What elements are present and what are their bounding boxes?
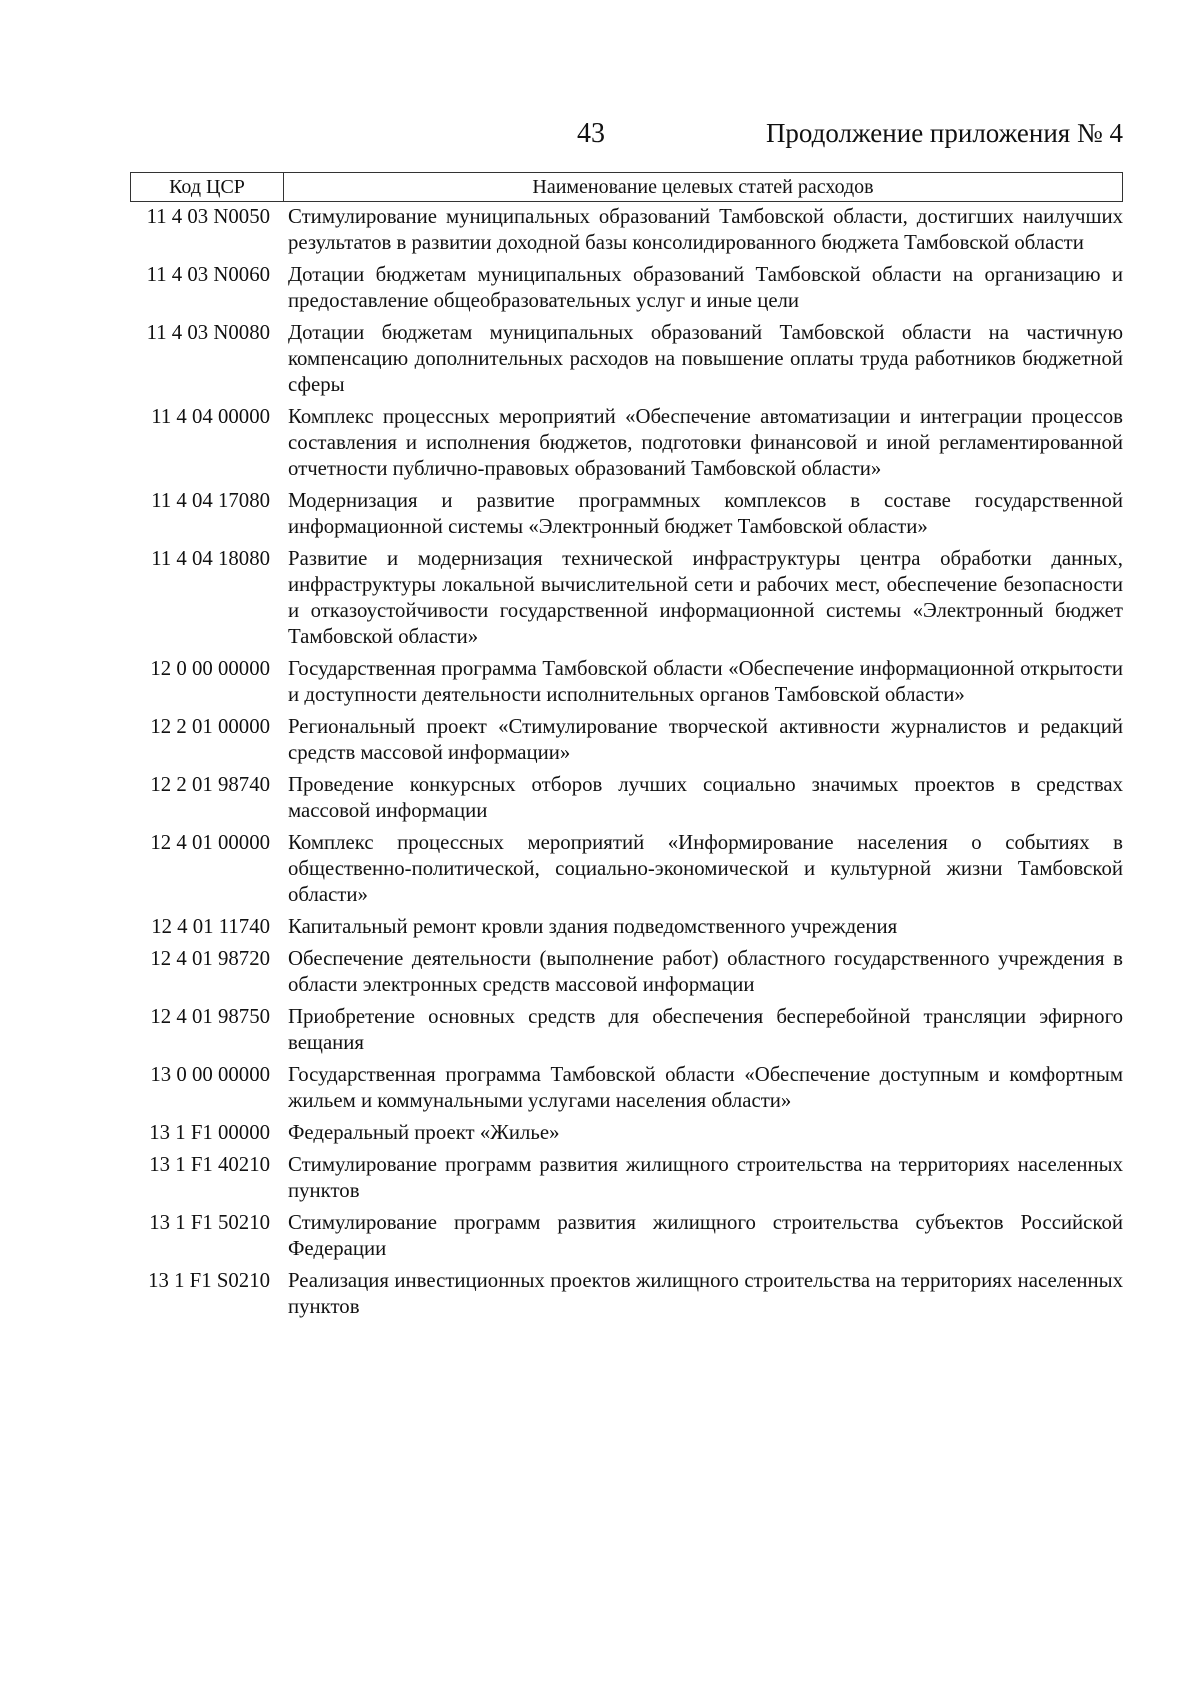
row-code: 13 1 F1 50210: [149, 1211, 270, 1234]
row-code: 13 1 F1 40210: [149, 1153, 270, 1176]
row-name: Приобретение основных средств для обеспечения бесперебойной трансляции эфирного вещания: [288, 1005, 1123, 1054]
table-row: [130, 262, 1123, 314]
appendix-title: Продолжение приложения № 4: [765, 118, 1123, 148]
table-row: [130, 714, 1123, 766]
row-name: Государственная программа Тамбовской области «Обеспечение доступным и комфортным жильем и коммунальными услугами населения области»: [288, 1063, 1123, 1112]
row-code: 11 4 04 18080: [151, 547, 270, 570]
table-row: [130, 1268, 1123, 1320]
table-header: [130, 172, 1123, 202]
table-row: [130, 404, 1123, 482]
row-name: Проведение конкурсных отборов лучших социально значимых проектов в средствах массовой информации: [288, 773, 1123, 822]
row-name: Комплекс процессных мероприятий «Обеспечение автоматизации и интеграции процессов составления и исполнения бюджетов, подготовки финансовой и иной регламентированной отчетности публично-правовых образований Тамбовской области»: [288, 405, 1123, 480]
row-code: 12 4 01 11740: [151, 915, 270, 938]
page-header: [130, 118, 1123, 158]
row-name: Дотации бюджетам муниципальных образований Тамбовской области на организацию и предоставление общеобразовательных услуг и иные цели: [288, 263, 1123, 312]
row-name: Стимулирование муниципальных образований Тамбовской области, достигших наилучших результатов в развитии доходной базы консолидированного бюджета Тамбовской области: [288, 205, 1123, 254]
row-code: 11 4 04 17080: [151, 489, 270, 512]
row-code: 13 1 F1 S0210: [148, 1269, 270, 1292]
column-header-name: Наименование целевых статей расходов: [532, 176, 874, 198]
row-name: Стимулирование программ развития жилищного строительства на территориях населенных пунктов: [288, 1153, 1123, 1202]
table-body: [130, 204, 1123, 1320]
table-row: [130, 1210, 1123, 1262]
row-code: 12 2 01 00000: [150, 715, 270, 738]
row-name: Комплекс процессных мероприятий «Информирование населения о событиях в общественно-политической, социально-экономической и культурной жизни Тамбовской области»: [288, 831, 1123, 906]
table-row: [130, 546, 1123, 650]
table-row: [130, 488, 1123, 540]
table-row: [130, 1004, 1123, 1056]
row-code: 12 0 00 00000: [150, 657, 270, 680]
row-code: 13 0 00 00000: [150, 1063, 270, 1086]
row-name: Обеспечение деятельности (выполнение работ) областного государственного учреждения в области электронных средств массовой информации: [288, 947, 1123, 996]
table-row: [130, 320, 1123, 398]
table-row: [130, 914, 1123, 940]
row-name: Капитальный ремонт кровли здания подведомственного учреждения: [288, 915, 898, 938]
table-row: [130, 830, 1123, 908]
table-row: [130, 656, 1123, 708]
row-code: 13 1 F1 00000: [149, 1121, 270, 1144]
row-name: Федеральный проект «Жилье»: [288, 1121, 560, 1144]
row-name: Реализация инвестиционных проектов жилищного строительства на территориях населенных пунктов: [288, 1269, 1123, 1318]
table-row: [130, 1152, 1123, 1204]
budget-codes-table: [130, 172, 1123, 1326]
table-row: [130, 1062, 1123, 1114]
row-code: 11 4 03 N0060: [146, 263, 270, 286]
row-code: 11 4 03 N0080: [146, 321, 270, 344]
row-name: Развитие и модернизация технической инфраструктуры центра обработки данных, инфраструктуры локальной вычислительной сети и рабочих мест, обеспечение безопасности и отказоустойчивости государственной информационной системы «Электронный бюджет Тамбовской области»: [288, 547, 1123, 648]
table-row: [130, 204, 1123, 256]
row-name: Государственная программа Тамбовской области «Обеспечение информационной открытости и доступности деятельности исполнительных органов Тамбовской области»: [288, 657, 1123, 706]
row-code: 12 2 01 98740: [150, 773, 270, 796]
row-code: 12 4 01 00000: [150, 831, 270, 854]
row-name: Региональный проект «Стимулирование творческой активности журналистов и редакций средств массовой информации»: [288, 715, 1123, 764]
table-row: [130, 946, 1123, 998]
page-number: 43: [577, 118, 605, 149]
table-row: [130, 1120, 1123, 1146]
row-code: 11 4 03 N0050: [146, 205, 270, 228]
table-row: [130, 772, 1123, 824]
row-name: Модернизация и развитие программных комплексов в составе государственной информационной системы «Электронный бюджет Тамбовской области»: [288, 489, 1123, 538]
row-name: Дотации бюджетам муниципальных образований Тамбовской области на частичную компенсацию дополнительных расходов на повышение оплаты труда работников бюджетной сферы: [288, 321, 1123, 396]
row-name: Стимулирование программ развития жилищного строительства субъектов Российской Федерации: [288, 1211, 1123, 1260]
row-code: 12 4 01 98720: [150, 947, 270, 970]
column-header-code: Код ЦСР: [131, 173, 284, 201]
row-code: 12 4 01 98750: [150, 1005, 270, 1028]
row-code: 11 4 04 00000: [151, 405, 270, 428]
